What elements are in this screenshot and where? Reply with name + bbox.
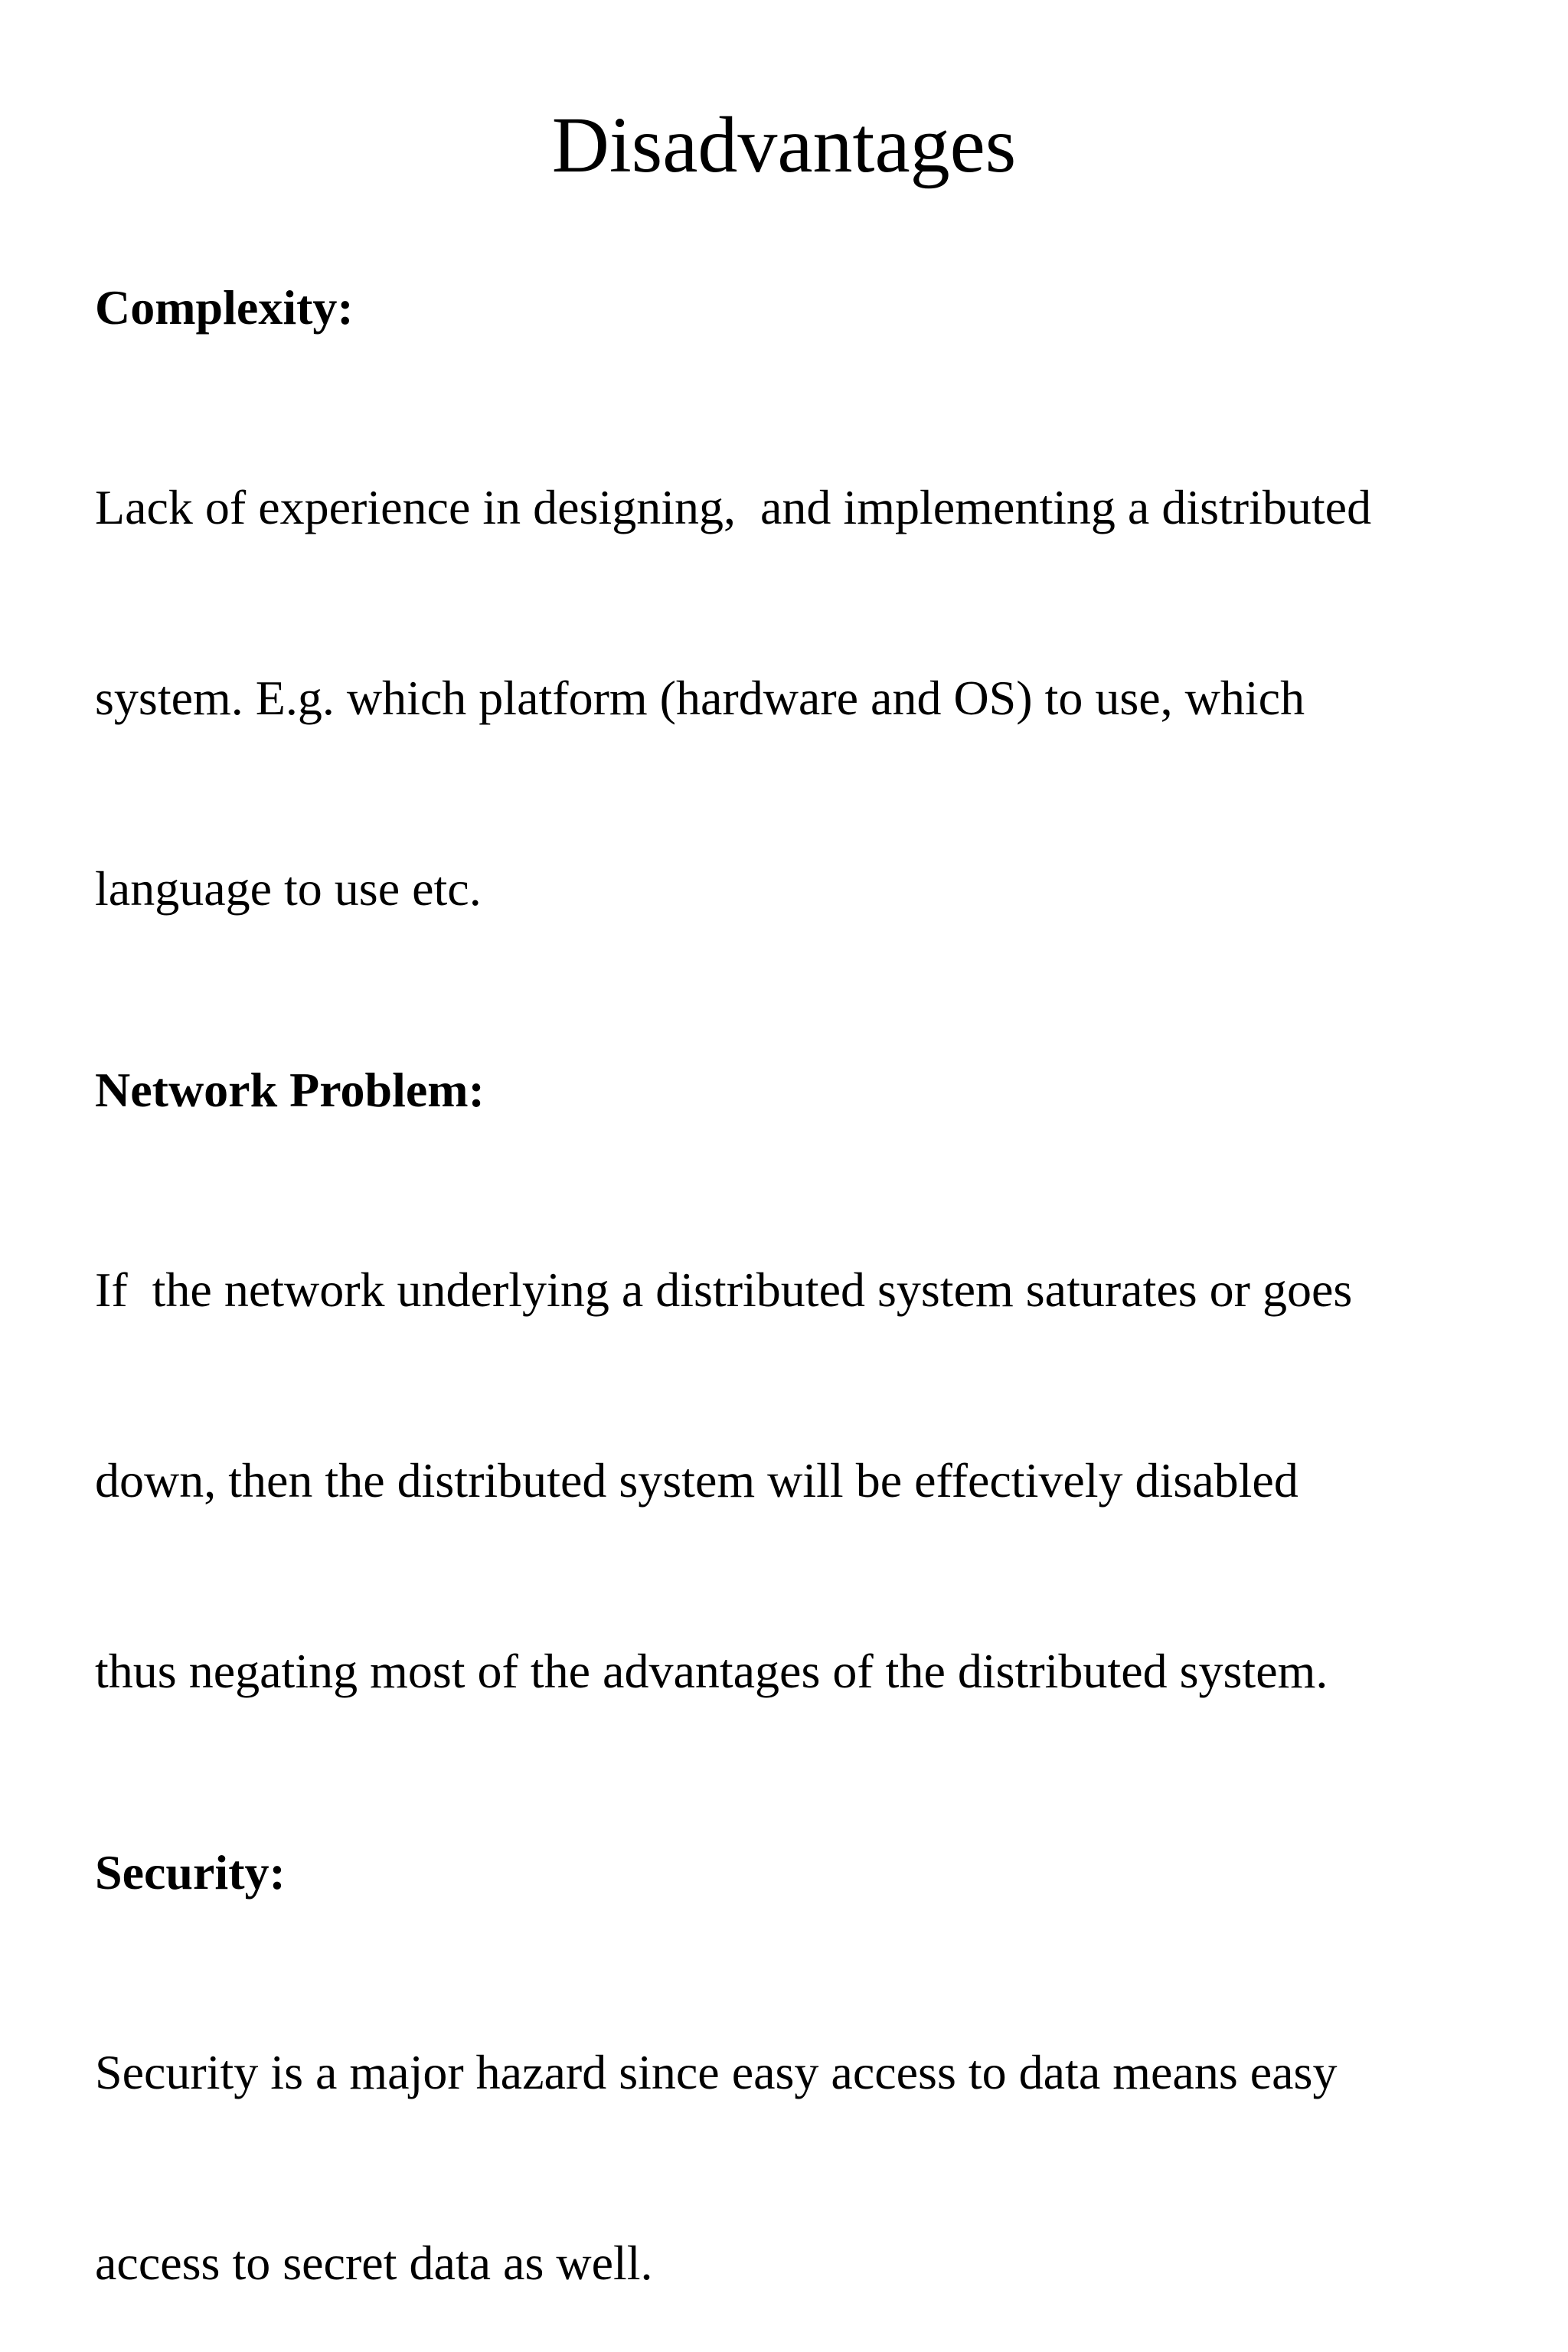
section-complexity bbox=[95, 276, 1534, 1047]
section-security bbox=[95, 1841, 1534, 2352]
body-line: system. E.g. which platform (hardware and OS) to use, which bbox=[95, 671, 1305, 725]
section-network-problem bbox=[95, 1058, 1534, 1830]
section-heading: Security: bbox=[95, 1845, 286, 1900]
body-line: down, then the distributed system will be effectively disabled bbox=[95, 1453, 1298, 1508]
body-line: Lack of experience in designing, and implementing a distributed bbox=[95, 480, 1372, 534]
section-body bbox=[95, 1131, 1534, 1830]
body-line: Security is a major hazard since easy access to data means easy bbox=[95, 2045, 1338, 2099]
body-line: thus negating most of the advantages of the distributed system. bbox=[95, 1644, 1328, 1698]
section-heading: Network Problem: bbox=[95, 1063, 485, 1117]
body-line: language to use etc. bbox=[95, 861, 482, 916]
body-line: If the network underlying a distributed system saturates or goes bbox=[95, 1263, 1353, 1317]
section-heading: Complexity: bbox=[95, 280, 354, 335]
body-line: access to secret data as well. bbox=[95, 2236, 653, 2290]
section-body bbox=[95, 348, 1534, 1047]
section-body bbox=[95, 1913, 1534, 2352]
slide-content bbox=[95, 276, 1534, 2352]
slide-title: Disadvantages bbox=[551, 101, 1017, 189]
